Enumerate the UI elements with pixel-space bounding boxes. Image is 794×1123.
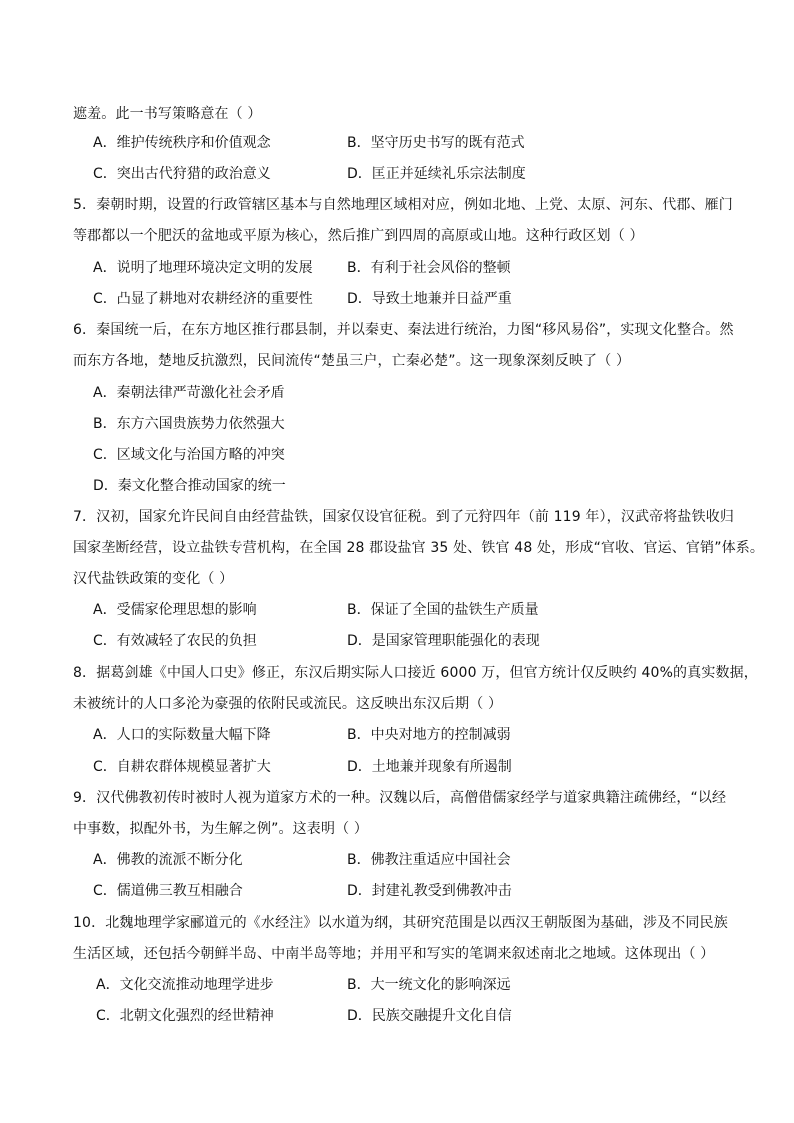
q9-stem-line-1: 9．汉代佛教初传时被时人视为道家方术的一种。汉魏以后，高僧借儒家经学与道家典籍注疏佛经，“以经 bbox=[73, 790, 727, 806]
q6-option-c[interactable]: C．区域文化与治国方略的冲突 bbox=[93, 447, 285, 463]
q4-option-a[interactable]: A．维护传统秩序和价值观念 bbox=[93, 135, 271, 151]
q10-stem-line-1: 10．北魏地理学家郦道元的《水经注》以水道为纲，其研究范围是以西汉王朝版图为基础，涉及不同民族 bbox=[73, 915, 728, 931]
q6-stem-line-2: 而东方各地，楚地反抗激烈，民间流传“楚虽三户，亡秦必楚”。这一现象深刻反映了（ ） bbox=[73, 353, 631, 369]
q4-option-c[interactable]: C．突出古代狩猎的政治意义 bbox=[93, 166, 271, 182]
q6-option-a[interactable]: A．秦朝法律严苛激化社会矛盾 bbox=[93, 385, 285, 401]
q7-stem-line-3: 汉代盐铁政策的变化（ ） bbox=[73, 571, 234, 587]
q7-option-a[interactable]: A．受儒家伦理思想的影响 bbox=[93, 602, 257, 618]
q9-option-b[interactable]: B．佛教注重适应中国社会 bbox=[347, 852, 511, 868]
q8-option-b[interactable]: B．中央对地方的控制减弱 bbox=[347, 727, 511, 743]
q5-stem-line-2: 等郡都以一个肥沃的盆地或平原为核心，然后推广到四周的高原或山地。这种行政区划（ ） bbox=[73, 228, 644, 244]
q5-option-d[interactable]: D．导致土地兼并日益严重 bbox=[347, 291, 512, 307]
q10-stem-line-2: 生活区域，还包括今朝鲜半岛、中南半岛等地；并用平和写实的笔调来叙述南北之地域。这体现出（ ） bbox=[73, 946, 715, 962]
q4-stem-line: 遮羞。此一书写策略意在（ ） bbox=[73, 106, 262, 122]
q8-option-a[interactable]: A．人口的实际数量大幅下降 bbox=[93, 727, 271, 743]
q6-option-d[interactable]: D．秦文化整合推动国家的统一 bbox=[93, 478, 286, 494]
q9-stem-line-2: 中事数，拟配外书，为生解之例”。这表明（ ） bbox=[73, 821, 369, 837]
q5-option-a[interactable]: A．说明了地理环境决定文明的发展 bbox=[93, 260, 313, 276]
q6-stem-line-1: 6．秦国统一后，在东方地区推行郡县制，并以秦吏、秦法进行统治，力图“移风易俗”，实现文化整合。然 bbox=[73, 322, 734, 338]
q7-stem-line-1: 7．汉初，国家允许民间自由经营盐铁，国家仅设官征税。到了元狩四年（前 119 年），汉武帝将盐铁收归 bbox=[73, 509, 735, 525]
q8-stem-line-2: 未被统计的人口多沦为豪强的依附民或流民。这反映出东汉后期（ ） bbox=[73, 696, 503, 712]
q7-option-b[interactable]: B．保证了全国的盐铁生产质量 bbox=[347, 602, 539, 618]
q5-option-c[interactable]: C．凸显了耕地对农耕经济的重要性 bbox=[93, 291, 313, 307]
q7-option-c[interactable]: C．有效减轻了农民的负担 bbox=[93, 633, 257, 649]
q5-stem-line-1: 5．秦朝时期，设置的行政管辖区基本与自然地理区域相对应，例如北地、上党、太原、河东、代郡、雁门 bbox=[73, 197, 733, 213]
q6-option-b[interactable]: B．东方六国贵族势力依然强大 bbox=[93, 416, 285, 432]
q7-option-d[interactable]: D．是国家管理职能强化的表现 bbox=[347, 633, 540, 649]
q10-option-c[interactable]: C．北朝文化强烈的经世精神 bbox=[96, 1008, 274, 1024]
q5-option-b[interactable]: B．有利于社会风俗的整顿 bbox=[347, 260, 511, 276]
q9-option-a[interactable]: A．佛教的流派不断分化 bbox=[93, 852, 243, 868]
q8-option-c[interactable]: C．自耕农群体规模显著扩大 bbox=[93, 759, 271, 775]
q10-option-b[interactable]: B．大一统文化的影响深远 bbox=[347, 977, 511, 993]
q9-option-c[interactable]: C．儒道佛三教互相融合 bbox=[93, 883, 243, 899]
q4-option-b[interactable]: B．坚守历史书写的既有范式 bbox=[347, 135, 525, 151]
q10-option-d[interactable]: D．民族交融提升文化自信 bbox=[347, 1008, 512, 1024]
q8-option-d[interactable]: D．土地兼并现象有所遏制 bbox=[347, 759, 512, 775]
q10-option-a[interactable]: A．文化交流推动地理学进步 bbox=[96, 977, 274, 993]
q4-option-d[interactable]: D．匡正并延续礼乐宗法制度 bbox=[347, 166, 526, 182]
q8-stem-line-1: 8．据葛剑雄《中国人口史》修正，东汉后期实际人口接近 6000 万，但官方统计仅反映约 40%的真实数据， bbox=[73, 665, 758, 681]
q9-option-d[interactable]: D．封建礼教受到佛教冲击 bbox=[347, 883, 512, 899]
q7-stem-line-2: 国家垄断经营，设立盐铁专营机构，在全国 28 郡设盐官 35 处、铁官 48 处，形成“官收、官运、官销”体系。 bbox=[73, 540, 765, 556]
